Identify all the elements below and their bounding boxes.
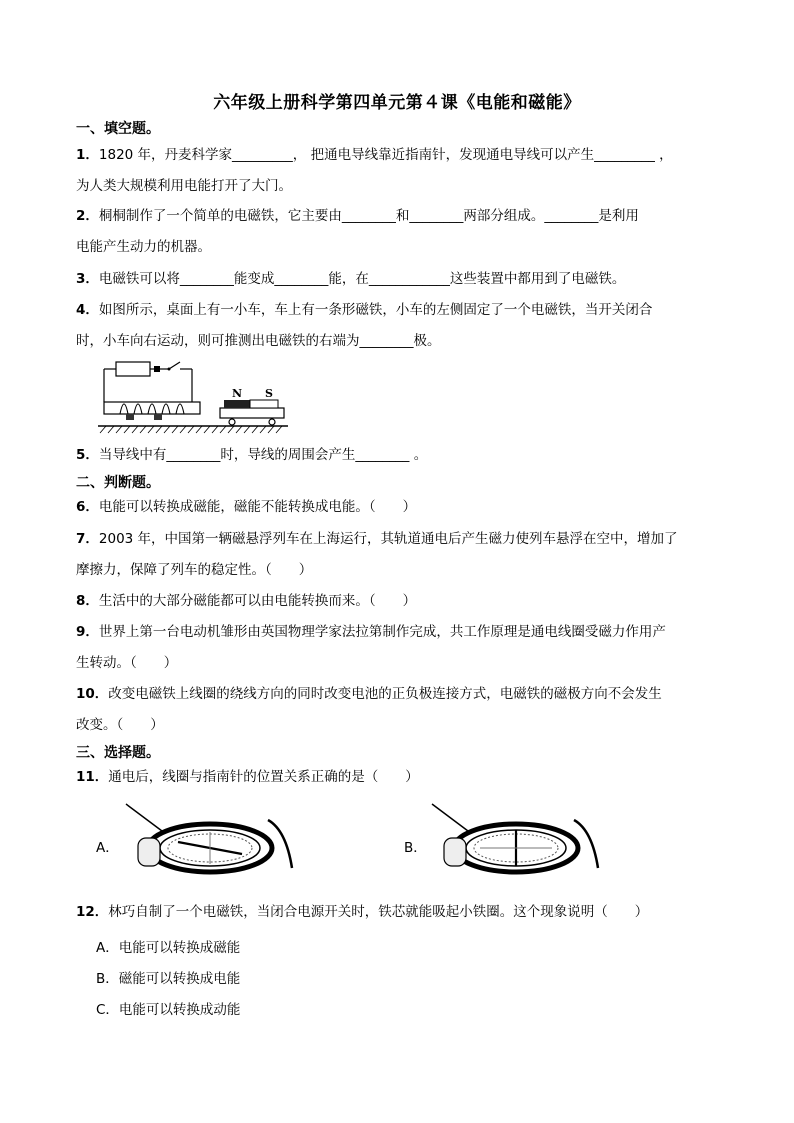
- section-fill-blank: 一、填空题。: [76, 121, 160, 137]
- compass-coil-figure-b: [424, 800, 604, 882]
- battery-icon: [116, 362, 150, 376]
- question-text: 林巧自制了一个电磁铁，当闭合电源开关时，铁芯就能吸起小铁圈。这个现象说明（ ）: [108, 904, 649, 920]
- question-8: [76, 586, 724, 617]
- question-number: 10．: [76, 686, 109, 702]
- cart-wheel: [229, 419, 235, 425]
- question-text-cont: 生转动。（ ）: [76, 655, 178, 671]
- question-text: 电磁铁可以将________能变成________能，在____________这些装置中都用到了电磁铁。: [98, 271, 626, 287]
- question-7: [76, 524, 724, 586]
- option-b-label: B．: [404, 840, 427, 856]
- question-text: 1820 年，丹麦科学家_________， 把通电导线靠近指南针，发现通电导线可以产生_________ ，: [98, 147, 673, 163]
- electromagnet-cart-figure: [96, 358, 288, 438]
- option-b: B．磁能可以转换成电能: [96, 971, 241, 987]
- battery-terminal: [154, 366, 160, 372]
- question-text: 生活中的大部分磁能都可以由电能转换而来。（ ）: [98, 593, 417, 609]
- magnet-n-label: N: [232, 387, 243, 400]
- question-6: [76, 492, 724, 523]
- question-text-cont: 摩擦力，保障了列车的稳定性。（ ）: [76, 562, 313, 578]
- magnet-s-label: S: [265, 387, 273, 400]
- question-text-cont: 为人类大规模利用电能打开了大门。: [76, 178, 292, 194]
- question-1: [76, 140, 724, 202]
- question-number: 2．: [76, 208, 99, 224]
- finger-icon: [444, 838, 466, 866]
- question-number: 11．: [76, 769, 109, 785]
- section-multiple-choice: 三、选择题。: [76, 745, 160, 761]
- question-text: 当导线中有________时，导线的周围会产生________ 。: [98, 447, 428, 463]
- question-text: 改变电磁铁上线圈的绕线方向的同时改变电池的正负极连接方式，电磁铁的磁极方向不会发生: [108, 686, 662, 702]
- question-text: 电能可以转换成磁能，磁能不能转换成电能。（ ）: [98, 499, 417, 515]
- question-text: 桐桐制作了一个简单的电磁铁，它主要由________和________两部分组成。________是利用: [98, 208, 639, 224]
- cart-wheel: [269, 419, 275, 425]
- question-11: [76, 762, 724, 793]
- question-3: [76, 264, 724, 295]
- question-number: 9．: [76, 624, 99, 640]
- page-title: 六年级上册科学第四单元第４课《电能和磁能》: [213, 93, 581, 113]
- option-c: C．电能可以转换成动能: [96, 1002, 241, 1018]
- question-number: 1．: [76, 147, 99, 163]
- magnet-south-half: [250, 400, 278, 408]
- question-number: 12．: [76, 904, 109, 920]
- question-2: [76, 201, 724, 263]
- question-number: 7．: [76, 531, 99, 547]
- question-9: [76, 617, 724, 679]
- cart-body: [220, 408, 284, 418]
- option-a: A．电能可以转换成磁能: [96, 940, 241, 956]
- magnet-north-half: [224, 400, 250, 408]
- question-text-cont: 电能产生动力的机器。: [76, 239, 211, 255]
- question-text: 世界上第一台电动机雏形由英国物理学家法拉第制作完成，共工作原理是通电线圈受磁力作用产: [98, 624, 666, 640]
- question-text-cont: 时，小车向右运动，则可推测出电磁铁的右端为________极。: [76, 333, 441, 349]
- question-10: [76, 679, 724, 741]
- question-number: 6．: [76, 499, 99, 515]
- section-judgement: 二、判断题。: [76, 475, 160, 491]
- question-text: 如图所示，桌面上有一小车，车上有一条形磁铁，小车的左侧固定了一个电磁铁，当开关闭合: [98, 302, 653, 318]
- question-4: [76, 295, 724, 357]
- question-number: 8．: [76, 593, 99, 609]
- question-text-cont: 改变。（ ）: [76, 717, 164, 733]
- question-number: 5．: [76, 447, 99, 463]
- option-a-label: A．: [96, 840, 119, 856]
- question-12: [76, 897, 724, 928]
- question-text: 通电后，线圈与指南针的位置关系正确的是（ ）: [108, 769, 419, 785]
- question-number: 4．: [76, 302, 99, 318]
- question-number: 3．: [76, 271, 99, 287]
- question-5: [76, 440, 724, 471]
- finger-icon: [138, 838, 160, 866]
- compass-coil-figure-a: [118, 800, 298, 882]
- question-text: 2003 年，中国第一辆磁悬浮列车在上海运行，其轨道通电后产生磁力使列车悬浮在空中，增加了: [98, 531, 678, 547]
